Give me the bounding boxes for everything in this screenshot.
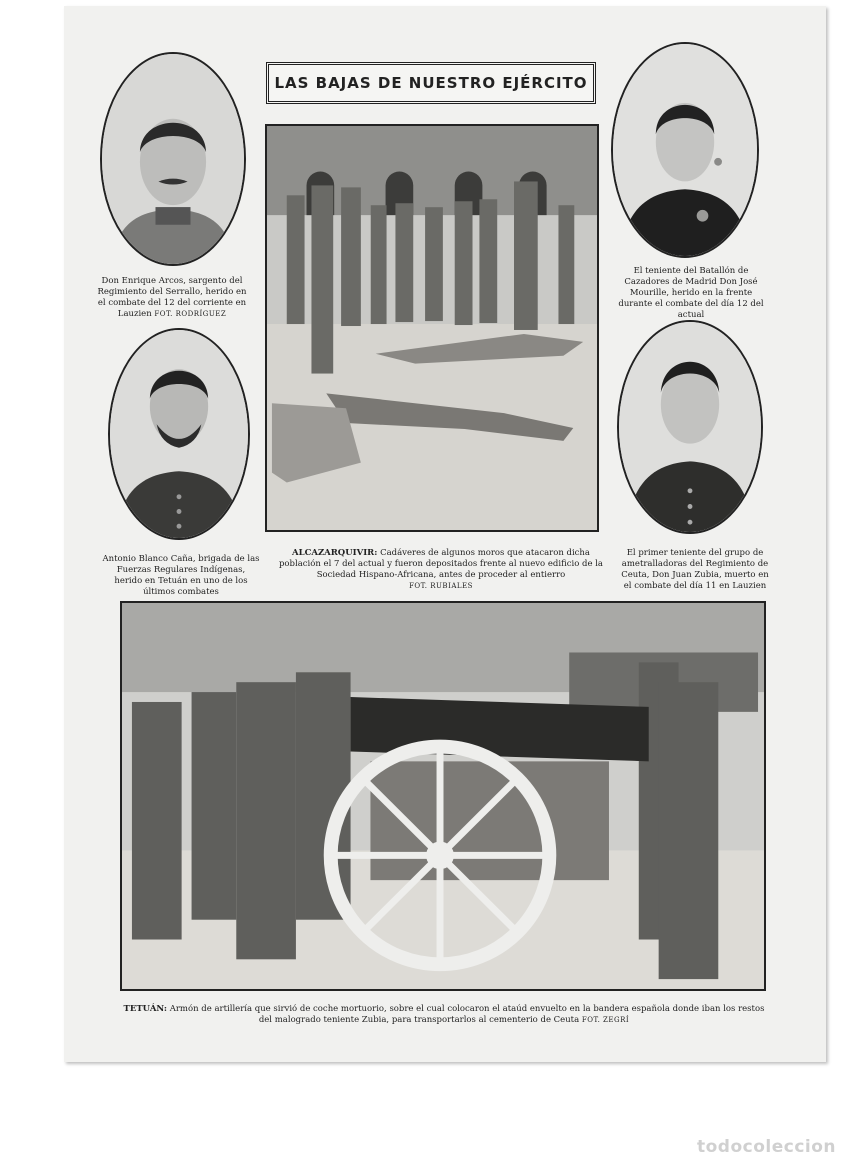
caption-bottom-left-text: Antonio Blanco Caña, brigada de las Fuerzas Regulares Indígenas, herido en Tetuán en uno de los últimos combates <box>102 554 260 597</box>
caption-bottom-right-text: El primer teniente del grupo de ametralladoras del Regimiento de Ceuta, Don Juan Zubia, muerto en el combate del día 11 en Lauzien <box>621 548 769 591</box>
caption-bottom-text: Armón de artillería que sirvió de coche mortuorio, sobre el cual colocaron el ataúd envuelto en la bandera española donde iban los restos del malogrado teniente Zubia, para transportarlos al cementerio de Ceuta <box>169 1004 765 1025</box>
credit-bottom: FOT. ZEGRÍ <box>581 1016 630 1024</box>
caption-center-place: ALCAZARQUIVIR: <box>292 548 378 558</box>
caption-center <box>276 548 606 592</box>
photo-alcazarquivir <box>265 124 599 532</box>
credit-top-left: FOT. RODRÍGUEZ <box>154 310 227 318</box>
photo-tetuan <box>120 601 766 991</box>
credit-center: FOT. RUBIALES <box>409 582 473 590</box>
portrait-mourille <box>611 42 759 258</box>
caption-bottom-left <box>102 554 260 598</box>
caption-top-left-text: Don Enrique Arcos, sargento del Regimiento del Serrallo, herido en el combate del 12 del corriente en Lauzien <box>97 276 247 319</box>
portrait-arcos <box>100 52 246 266</box>
caption-center-text: Cadáveres de algunos moros que atacaron dicha población el 7 del actual y fueron depositados frente al nuevo edificio de la Sociedad Hispano-Africana, antes de proceder al entierro <box>278 548 603 580</box>
portrait-blanco <box>108 328 250 540</box>
page-title: LAS BAJAS DE NUESTRO EJÉRCITO <box>266 62 596 104</box>
caption-bottom-place: TETUÁN: <box>123 1004 168 1014</box>
watermark: todocoleccion <box>696 1137 836 1157</box>
caption-bottom-right <box>620 548 770 592</box>
caption-top-right-text: El teniente del Batallón de Cazadores de Madrid Don José Mourille, herido en la frente durante el combate del día 12 del actual <box>618 266 764 320</box>
caption-top-left <box>96 276 248 320</box>
caption-bottom <box>116 1004 772 1026</box>
portrait-zubia <box>617 320 763 534</box>
caption-top-right <box>617 266 765 321</box>
